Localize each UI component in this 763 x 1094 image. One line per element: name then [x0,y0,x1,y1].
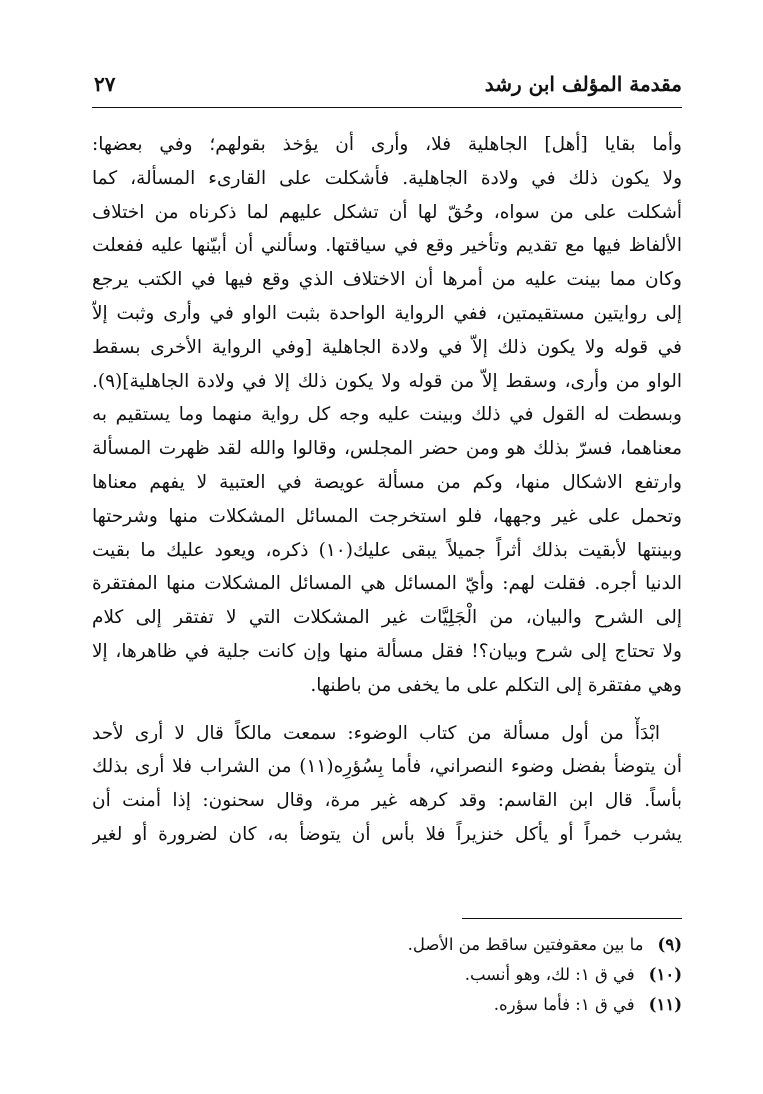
footnote [200,930,682,960]
footnote-text: في ق ١: فأما سؤره. [493,995,635,1014]
text-line: وارتفع الاشكال منها، وكم من مسألة عويصة في العتبية لا يفهم معناها [92,471,682,493]
text-line: وبسطت له القول في ذلك وبينت عليه وجه كل رواية منهما وما يستقيم به [92,404,682,426]
text-line: في قوله ولا يكون ذلك إلاّ في ولادة الجاهلية [وفي الرواية الأخرى بسقط [92,336,682,358]
text-line: بأساً. قال ابن القاسم: وقد كرهه غير مرة، وقال سحنون: إذا أمنت أن [92,790,682,812]
text-line: وبينتها لأبقيت بذلك أثراً جميلاً يبقى عليك(١٠) ذكره، ويعود عليك ما بقيت [92,539,682,561]
header-rule [92,107,682,108]
footnotes [200,930,682,1020]
text-line: وكان مما بينت عليه من أمرها أن الاختلاف الذي وقع فيها في الكتب يرجع [92,269,682,291]
footnote-number: (١١) [648,995,682,1014]
text-line: ولا تحتاج إلى شرح وبيان؟! فقل مسألة منها وإن كانت جلية في ظاهرها، إلا [92,640,682,662]
footnote-text: في ق ١: لك، وهو أنسب. [464,965,635,984]
text-line: إلى روايتين مستقيمتين، ففي الرواية الواحدة بثبت الواو في وأرى وثبت إلاّ [92,302,682,324]
text-line: أشكلت على من سواه، وحُقّ لها أن تشكل عليهم لما ذكرناه من اختلاف [92,201,682,223]
text-line: معناهما، فسرّ بذلك هو ومن حضر المجلس، وقالوا والله لقد ظهرت المسألة [92,438,682,460]
footnote [200,990,682,1020]
page-number: ٢٧ [94,72,116,96]
footnote-text: ما بين معقوفتين ساقط من الأصل. [407,935,644,954]
footnote-number: (١٠) [648,965,682,984]
body-text [92,128,682,852]
text-line: وتحمل على غير وجهها، فلو استخرجت المسائل المشكلات منها وشرحتها [92,505,682,527]
text-line: الواو من وأرى، وسقط إلاّ من قوله ولا يكون ذلك إلا في ولادة الجاهلية](٩). [92,370,682,392]
text-line: ولا يكون ذلك في ولادة الجاهلية. فأشكلت على القارىء المسألة، كما [92,167,682,189]
footnote-number: (٩) [657,935,682,954]
text-line: الألفاظ فيها مع تقديم وتأخير وقع في سياقتها. وسألني أن أبيّنها عليه ففعلت [92,235,682,257]
paragraph [92,717,682,852]
text-line: يشرب خمراً أو يأكل خنزيراً فلا بأس أن يتوضأ به، كان لضرورة أو لغير [92,823,682,845]
text-line: إلى الشرح والبيان، من الْجَلِيَّات غير المشكلات التي لا تفتقر إلى كلام [92,607,682,629]
paragraph [92,128,682,703]
text-line: وأما بقايا [أهل] الجاهلية فلا، وأرى أن يؤخذ بقولهم؛ وفي بعضها: [92,134,682,155]
text-line: الدنيا أجره. فقلت لهم: وأيّ المسائل هي المسائل المشكلات منها المفتقرة [92,573,682,595]
text-line: ابْدَأْ من أول مسألة من كتاب الوضوء: سمعت مالكاً قال لا أرى لأحد [92,722,660,744]
paragraph-gap [92,703,682,717]
footnote-rule [462,918,682,919]
text-line: وهي مفتقرة إلى التكلم على ما يخفى من باطنها. [310,674,682,696]
text-line: أن يتوضأ بفضل وضوء النصراني، فأما بِسُؤرِه(١١) من الشراب فلا أرى بذلك [92,756,682,778]
running-title: مقدمة المؤلف ابن رشد [484,72,682,96]
running-header [92,72,682,102]
footnote [200,960,682,990]
